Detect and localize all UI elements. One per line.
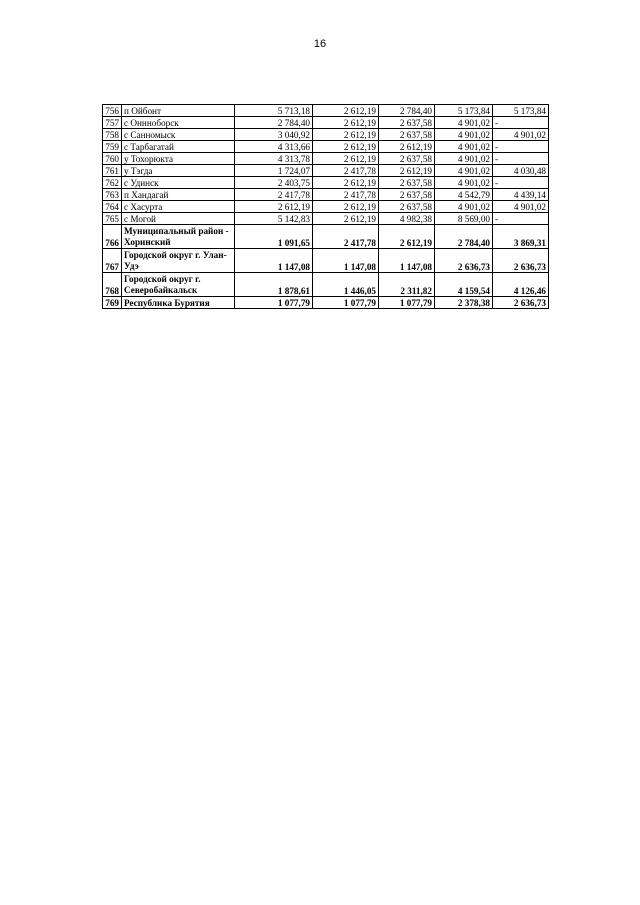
value-col-2: 2 612,19 [313,153,379,165]
value-col-1: 2 417,78 [235,189,313,201]
value-col-4: 4 901,02 [435,165,493,177]
table-row [103,189,549,201]
row-name: Городской округ г. Улан-Удэ [122,249,235,273]
value-col-4: 4 159,54 [435,273,493,297]
value-col-5: 4 901,02 [493,129,549,141]
value-col-3: 2 784,40 [379,105,435,117]
row-index: 758 [103,129,122,141]
value-col-4: 4 901,02 [435,117,493,129]
value-col-4: 4 901,02 [435,201,493,213]
row-index: 759 [103,141,122,153]
value-col-1: 1 077,79 [235,297,313,309]
empty-marker: - [495,154,499,164]
value-col-3: 2 311,82 [379,273,435,297]
table-row [103,141,549,153]
value-col-5: 2 636,73 [493,297,549,309]
row-name: с Удинск [122,177,235,189]
value-col-3: 1 147,08 [379,249,435,273]
value-col-1: 4 313,66 [235,141,313,153]
value-col-1: 2 612,19 [235,201,313,213]
row-name: с Хасурта [122,201,235,213]
value-col-2: 2 417,78 [313,189,379,201]
empty-marker: - [495,178,499,188]
value-col-5 [493,177,549,189]
page-number: 16 [313,38,327,50]
table-row [103,225,549,249]
row-name: Городской округ г. Северобайкальск [122,273,235,297]
row-index: 768 [103,273,122,297]
table-row [103,249,549,273]
row-name: с Могой [122,213,235,225]
value-col-2: 2 612,19 [313,213,379,225]
value-col-4: 5 173,84 [435,105,493,117]
value-col-2: 1 147,08 [313,249,379,273]
row-name: Муниципальный район - Хоринский [122,225,235,249]
value-col-3: 2 637,58 [379,117,435,129]
row-name: с Тарбагатай [122,141,235,153]
row-index: 766 [103,225,122,249]
value-col-5 [493,117,549,129]
value-col-1: 3 040,92 [235,129,313,141]
value-col-4: 4 901,02 [435,141,493,153]
value-col-5: 3 869,31 [493,225,549,249]
empty-marker: - [495,118,499,128]
value-col-1: 5 713,18 [235,105,313,117]
row-name: с Оннноборск [122,117,235,129]
row-index: 767 [103,249,122,273]
row-index: 761 [103,165,122,177]
value-col-2: 2 612,19 [313,117,379,129]
value-col-3: 2 637,58 [379,189,435,201]
value-col-3: 2 637,58 [379,201,435,213]
value-col-2: 2 417,78 [313,165,379,177]
value-col-1: 2 784,40 [235,117,313,129]
value-col-5 [493,153,549,165]
value-col-2: 2 612,19 [313,141,379,153]
value-col-2: 2 612,19 [313,105,379,117]
value-col-1: 1 724,07 [235,165,313,177]
row-index: 756 [103,105,122,117]
value-col-3: 4 982,38 [379,213,435,225]
value-col-4: 2 636,73 [435,249,493,273]
row-index: 769 [103,297,122,309]
value-col-3: 1 077,79 [379,297,435,309]
tariff-table [102,104,549,309]
value-col-4: 4 901,02 [435,129,493,141]
empty-marker: - [495,142,499,152]
row-index: 763 [103,189,122,201]
value-col-4: 8 569,00 [435,213,493,225]
value-col-5: 2 636,73 [493,249,549,273]
row-name: у Тохорюкта [122,153,235,165]
row-name: с Санномыск [122,129,235,141]
value-col-1: 1 878,61 [235,273,313,297]
value-col-1: 1 091,65 [235,225,313,249]
value-col-1: 5 142,83 [235,213,313,225]
value-col-2: 2 612,19 [313,129,379,141]
value-col-5: 4 439,14 [493,189,549,201]
value-col-3: 2 612,19 [379,141,435,153]
row-name: п Ойбонт [122,105,235,117]
row-index: 764 [103,201,122,213]
table-body [103,105,549,309]
value-col-5: 4 030,48 [493,165,549,177]
value-col-4: 2 784,40 [435,225,493,249]
value-col-1: 1 147,08 [235,249,313,273]
table-row [103,153,549,165]
table-row [103,273,549,297]
value-col-5: 4 126,46 [493,273,549,297]
value-col-3: 2 637,58 [379,153,435,165]
value-col-4: 4 542,79 [435,189,493,201]
table-row [103,213,549,225]
value-col-1: 4 313,78 [235,153,313,165]
value-col-4: 2 378,38 [435,297,493,309]
value-col-4: 4 901,02 [435,153,493,165]
table-row [103,117,549,129]
value-col-2: 2 417,78 [313,225,379,249]
row-index: 762 [103,177,122,189]
value-col-5 [493,141,549,153]
table-row [103,105,549,117]
value-col-4: 4 901,02 [435,177,493,189]
value-col-5 [493,213,549,225]
table-row [103,165,549,177]
value-col-3: 2 637,58 [379,129,435,141]
table-row [103,201,549,213]
row-index: 765 [103,213,122,225]
value-col-3: 2 637,58 [379,177,435,189]
row-name: п Хандагай [122,189,235,201]
row-index: 760 [103,153,122,165]
table-row [103,297,549,309]
table-row [103,177,549,189]
value-col-5: 5 173,84 [493,105,549,117]
row-name: Республика Бурятия [122,297,235,309]
value-col-2: 1 446,05 [313,273,379,297]
row-name: у Тэгда [122,165,235,177]
value-col-2: 2 612,19 [313,201,379,213]
row-index: 757 [103,117,122,129]
value-col-5: 4 901,02 [493,201,549,213]
value-col-2: 2 612,19 [313,177,379,189]
value-col-2: 1 077,79 [313,297,379,309]
value-col-3: 2 612,19 [379,165,435,177]
value-col-3: 2 612,19 [379,225,435,249]
value-col-1: 2 403,75 [235,177,313,189]
table-row [103,129,549,141]
empty-marker: - [495,214,499,224]
